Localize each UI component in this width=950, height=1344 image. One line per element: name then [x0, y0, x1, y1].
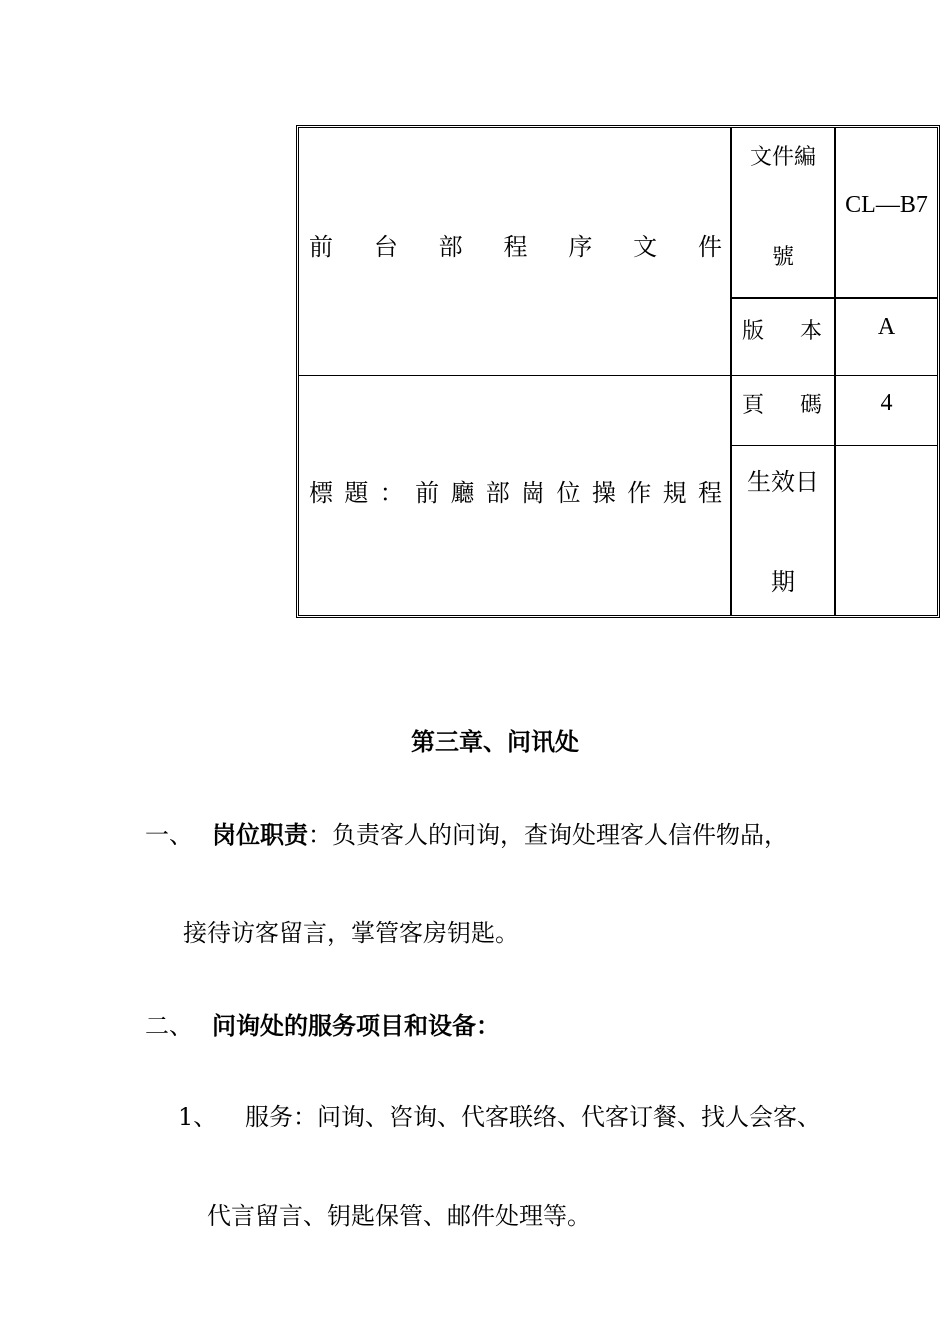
- header-char: 操: [591, 479, 616, 507]
- table-divider: [730, 297, 937, 299]
- version-label: 版: [742, 319, 765, 344]
- header-char: 程: [697, 479, 722, 507]
- header-char: 部: [485, 479, 510, 507]
- document-header-table: [296, 125, 940, 618]
- section-heading: 问询处的服务项目和设备：: [212, 1012, 500, 1040]
- chapter-title: 第三章、问讯处: [411, 728, 579, 756]
- header-char: 文: [633, 233, 658, 261]
- table-divider: [730, 128, 732, 615]
- section-colon: ：: [308, 821, 332, 849]
- item-number: 1、: [178, 1103, 218, 1131]
- header-char: 程: [503, 233, 528, 261]
- file-number-label: 文件編: [749, 145, 816, 170]
- version-label-cont: 本: [800, 319, 823, 344]
- header-char: 前: [309, 233, 333, 261]
- table-divider: [730, 375, 937, 376]
- document-type: [309, 227, 722, 262]
- version-value: A: [877, 314, 896, 340]
- header-char: 廳: [450, 479, 475, 507]
- header-char: 件: [697, 233, 722, 261]
- item-text-cont: 代言留言、钥匙保管、邮件处理等。: [207, 1202, 591, 1230]
- section-text: 负责客人的问询，查询处理客人信件物品，: [332, 821, 788, 849]
- item-text: 服务：问询、咨询、代客联络、代客订餐、找人会客、: [245, 1103, 821, 1131]
- section-number: 二、: [145, 1012, 193, 1040]
- section-line: [212, 815, 788, 850]
- effective-date-label: 生效日: [747, 470, 819, 496]
- document-title: [309, 473, 722, 508]
- section-number: 一、: [145, 821, 193, 849]
- section-heading: 岗位职责: [212, 821, 308, 849]
- table-divider: [299, 375, 732, 376]
- header-char: 作: [627, 479, 652, 507]
- header-char: 序: [568, 233, 593, 261]
- file-number-label-cont: 號: [771, 245, 794, 270]
- page-value: 4: [880, 390, 893, 416]
- table-divider: [730, 445, 937, 446]
- header-char: 題: [344, 479, 369, 507]
- header-char: 部: [438, 233, 463, 261]
- effective-date-label-cont: 期: [771, 570, 795, 596]
- header-char: ：: [379, 479, 404, 507]
- header-char: 位: [556, 479, 581, 507]
- page-label: 頁: [742, 393, 765, 418]
- header-char: 崗: [521, 479, 546, 507]
- header-char: 規: [662, 479, 687, 507]
- page-label-cont: 碼: [800, 393, 823, 418]
- header-char: 標: [309, 479, 333, 507]
- section-text-cont: 接待访客留言，掌管客房钥匙。: [183, 919, 519, 947]
- file-number-value: CL—B7: [845, 192, 928, 218]
- header-char: 前: [415, 479, 440, 507]
- header-char: 台: [373, 233, 398, 261]
